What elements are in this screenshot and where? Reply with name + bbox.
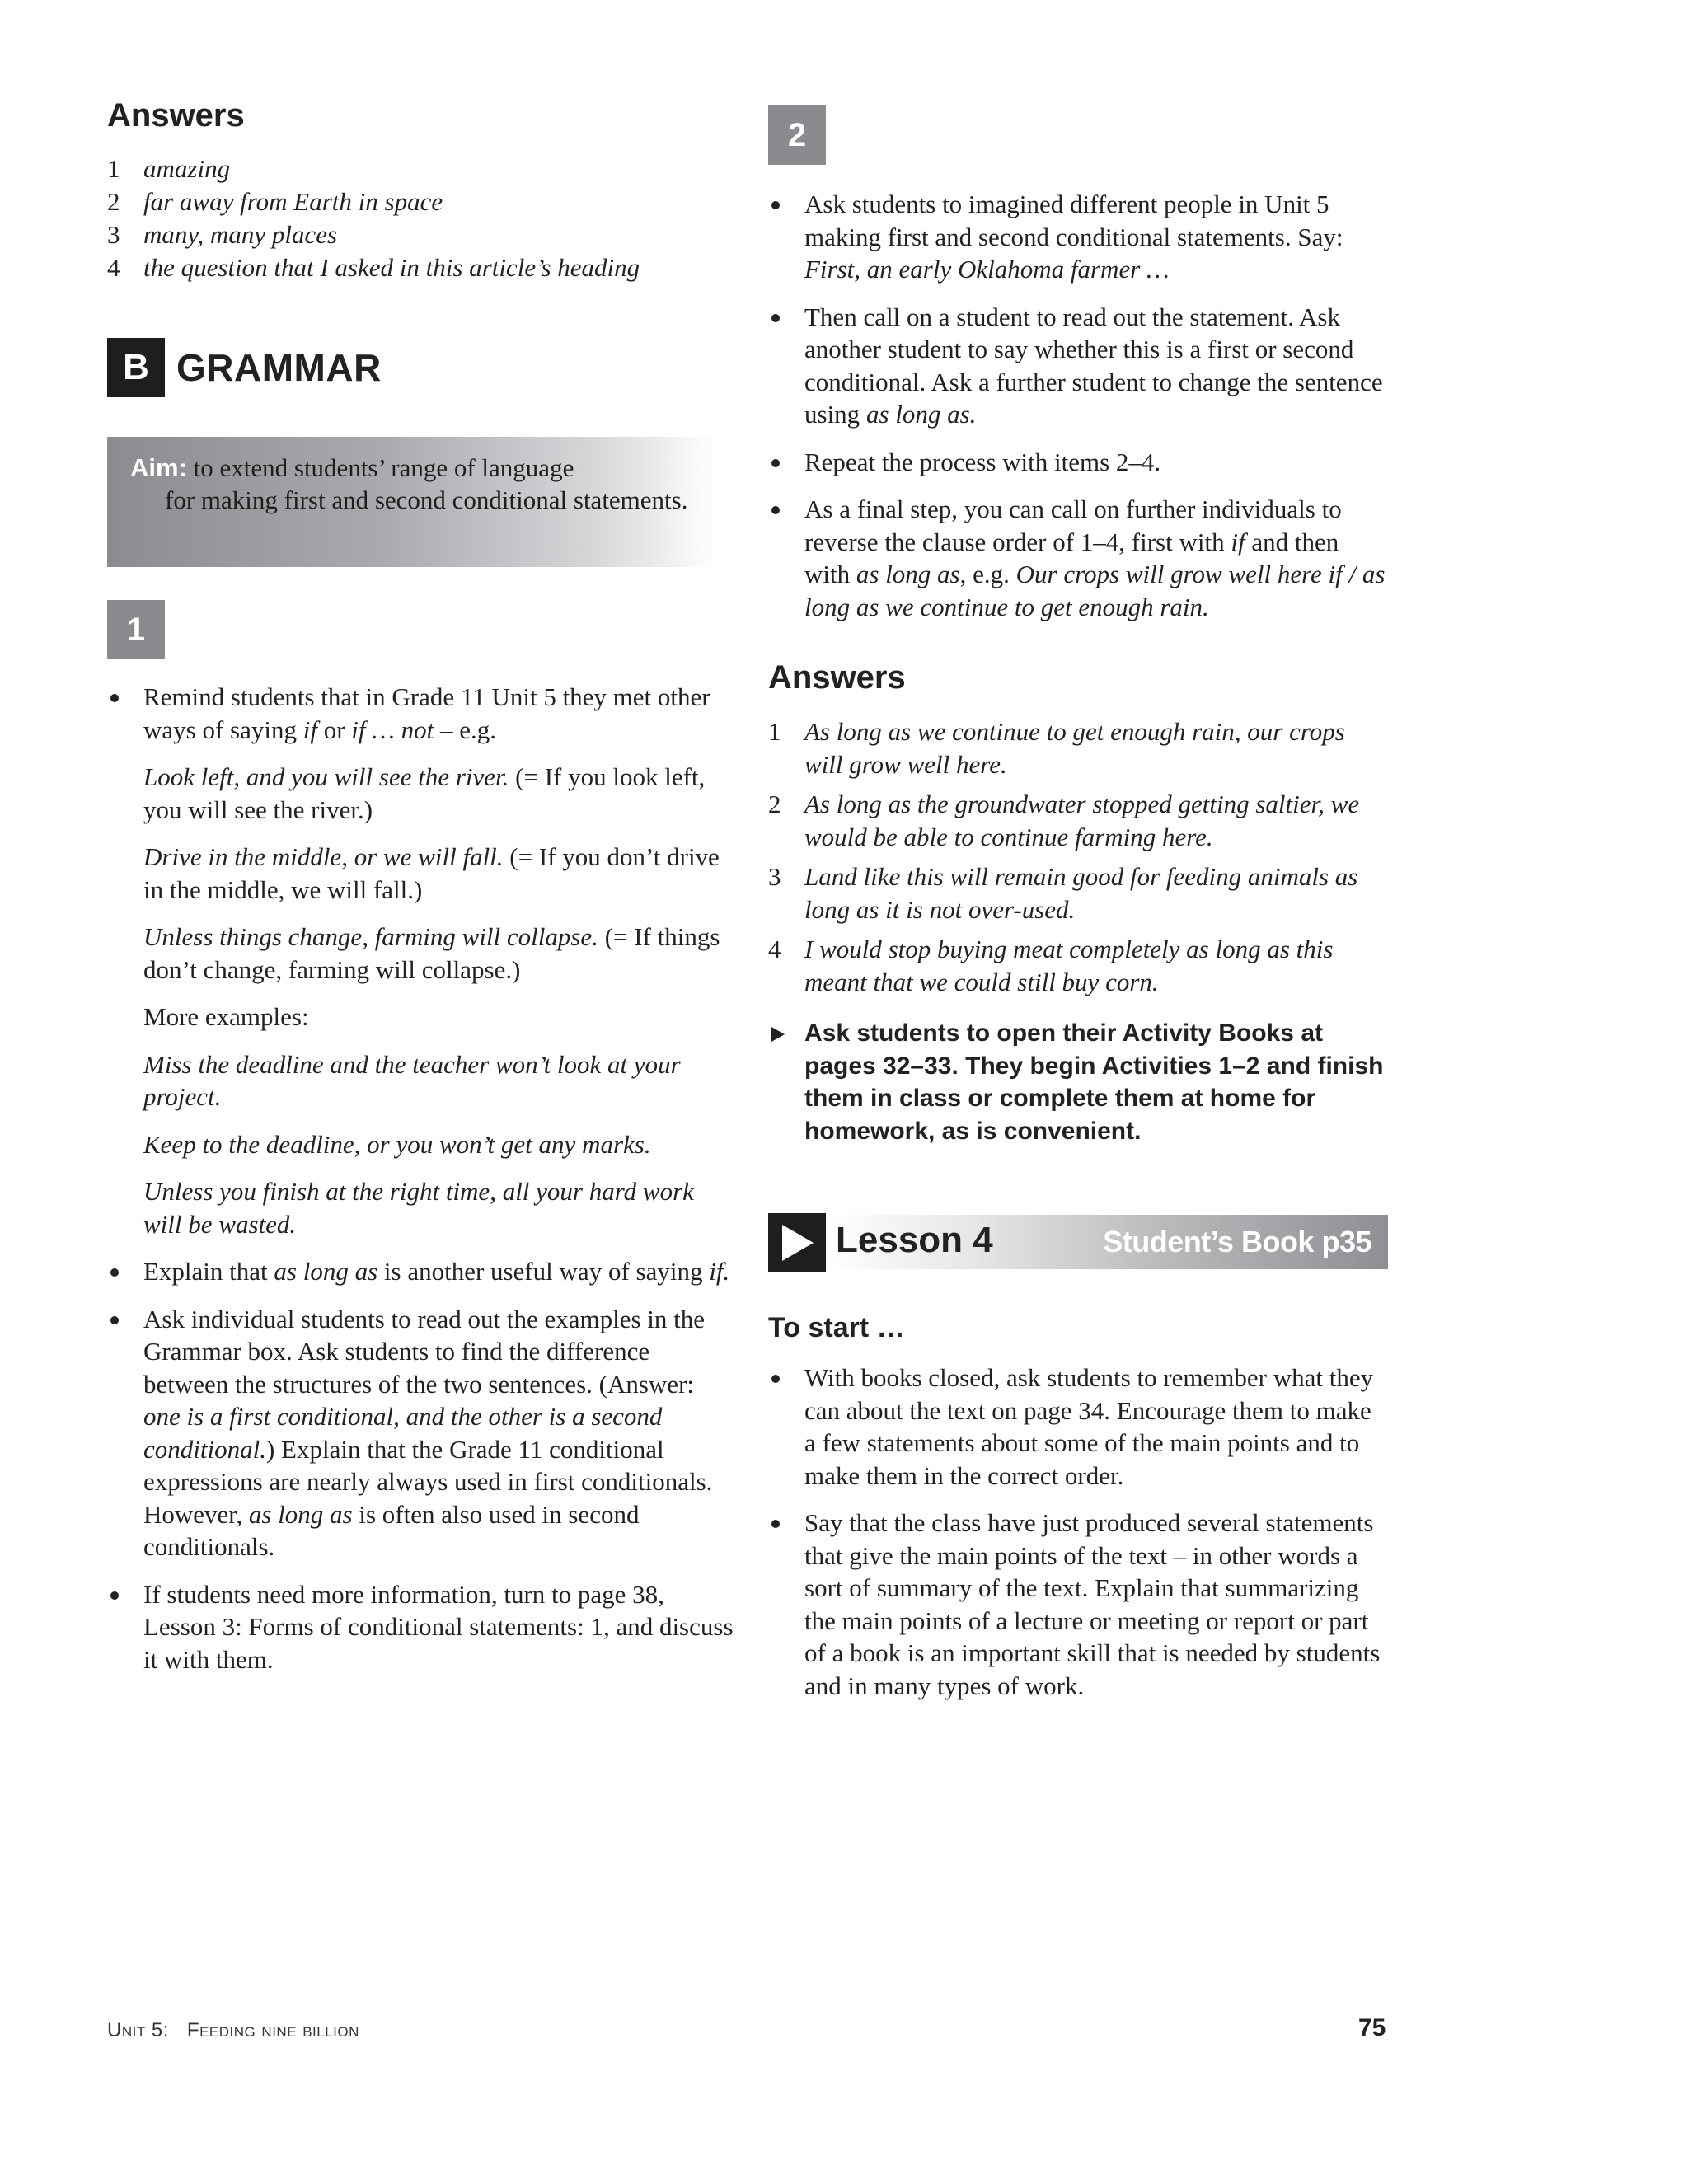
example: Look left, and you will see the river. (= If you look left, you will see the river.) (143, 762, 706, 824)
bullet-item: Then call on a student to read out the statement. Ask another student to say whether this is a first or second conditional. Ask a further student to change the sentence using as long as. (768, 301, 1388, 431)
activity-2-bullets (768, 188, 1388, 638)
bullet-item: With books closed, ask students to remember what they can about the text on page 34. Encourage them to make a few statements about some of the main points and to make them in the correct order. (768, 1361, 1388, 1492)
footer-unit: Unit 5: Feeding nine billion (107, 2019, 359, 2041)
bullet-item: If students need more information, turn to page 38, Lesson 3: Forms of conditional statements: 1, and discuss it with them. (107, 1578, 734, 1676)
aim-text-first-line: to extend students’ range of language (193, 453, 574, 482)
answer-item: 2 As long as the groundwater stopped getting saltier, we would be able to continue farming here. (768, 790, 1360, 851)
answer-item: 1 amazing (107, 154, 231, 183)
section-title: GRAMMAR (176, 346, 382, 389)
activity-number-badge: 1 (107, 600, 165, 659)
students-book-reference: Student’s Book p35 (1103, 1225, 1372, 1258)
example: Unless you finish at the right time, all your hard work will be wasted. (143, 1177, 694, 1239)
bullet-item: Say that the class have just produced several statements that give the main points of the text – in other words a sort of summary of the text. Explain that summarizing the main points of a lecture or meeting or report or part of a book is an important skill that is needed by students and in many types of work. (768, 1507, 1388, 1702)
grammar-section-header (107, 338, 382, 397)
answers-heading: Answers (768, 659, 906, 696)
play-icon (768, 1213, 826, 1272)
example: Drive in the middle, or we will fall. (= If you don’t drive in the middle, we will fall.) (143, 842, 720, 904)
more-examples-label: More examples: (143, 1002, 309, 1031)
lesson-header (768, 1213, 1388, 1272)
activity-number-badge: 2 (768, 105, 826, 165)
bullet-item: Repeat the process with items 2–4. (768, 446, 1388, 479)
answers-heading: Answers (107, 97, 245, 134)
bullet-item: As a final step, you can call on further individuals to reverse the clause order of 1–4, first with if and then with as long as, e.g. Our crops will grow well here if / as long as we continue to get enough rain. (768, 493, 1388, 623)
example: Keep to the deadline, or you won’t get any marks. (143, 1129, 651, 1159)
answer-item: 3 many, many places (107, 220, 338, 249)
aim-box (107, 437, 717, 567)
section-letter-badge: B (107, 338, 165, 397)
grammar-bullets (107, 681, 734, 1690)
arrow-bullet-icon (771, 1027, 785, 1042)
answers-list (768, 715, 1388, 999)
example: Miss the deadline and the teacher won’t look at your project. (143, 1049, 681, 1111)
answer-item: 2 far away from Earth in space (107, 187, 443, 216)
answer-item: 3 Land like this will remain good for feeding animals as long as it is not over-used. (768, 862, 1358, 924)
bullet-item: Remind students that in Grade 11 Unit 5 they met other ways of saying if or if … not – e.g. Look left, and you will see the river. (= If you look left, you will see the river.) Drive in the middle, or we will fall. (= If you don’t drive in the middle, we will fall.) Unless things change, farming will collapse. (= If things don’t change, farming will collapse.) More examples: Miss the deadline and the teacher won’t look at your project. Keep to the deadline, or you won’t get any marks. Unless you finish at the right time, all your hard work will be wasted. (107, 681, 734, 1240)
example: Unless things change, farming will collapse. (= If things don’t change, farming will collapse.) (143, 922, 720, 984)
bullet-item: Ask individual students to read out the examples in the Grammar box. Ask students to find the difference between the structures of the two sentences. (Answer: one is a first conditional, and the other is a second conditional.) Explain that the Grade 11 conditional expressions are nearly always used in first conditionals. However, as long as is often also used in second conditionals. (107, 1303, 734, 1563)
answer-item: 4 the question that I asked in this article’s heading (107, 253, 640, 282)
aim-text-continued: for making first and second conditional statements. (165, 485, 688, 514)
activity-book-note: Ask students to open their Activity Books at pages 32–33. They begin Activities 1–2 and finish them in class or complete them at home for homework, as is convenient. (768, 1017, 1388, 1147)
bullet-item: Ask students to imagined different people in Unit 5 making first and second conditional statements. Say: First, an early Oklahoma farmer … (768, 188, 1388, 286)
answers-list (107, 152, 734, 284)
page-number: 75 (1358, 2014, 1386, 2041)
answer-item: 4 I would stop buying meat completely as long as this meant that we could still buy corn. (768, 935, 1334, 996)
to-start-heading: To start … (768, 1312, 905, 1343)
bullet-item: Explain that as long as is another useful way of saying if. (107, 1255, 734, 1288)
aim-label: Aim: (130, 453, 187, 482)
lesson-4-bullets (768, 1361, 1388, 1717)
lesson-title: Lesson 4 (836, 1220, 993, 1260)
answer-item: 1 As long as we continue to get enough rain, our crops will grow well here. (768, 717, 1345, 779)
